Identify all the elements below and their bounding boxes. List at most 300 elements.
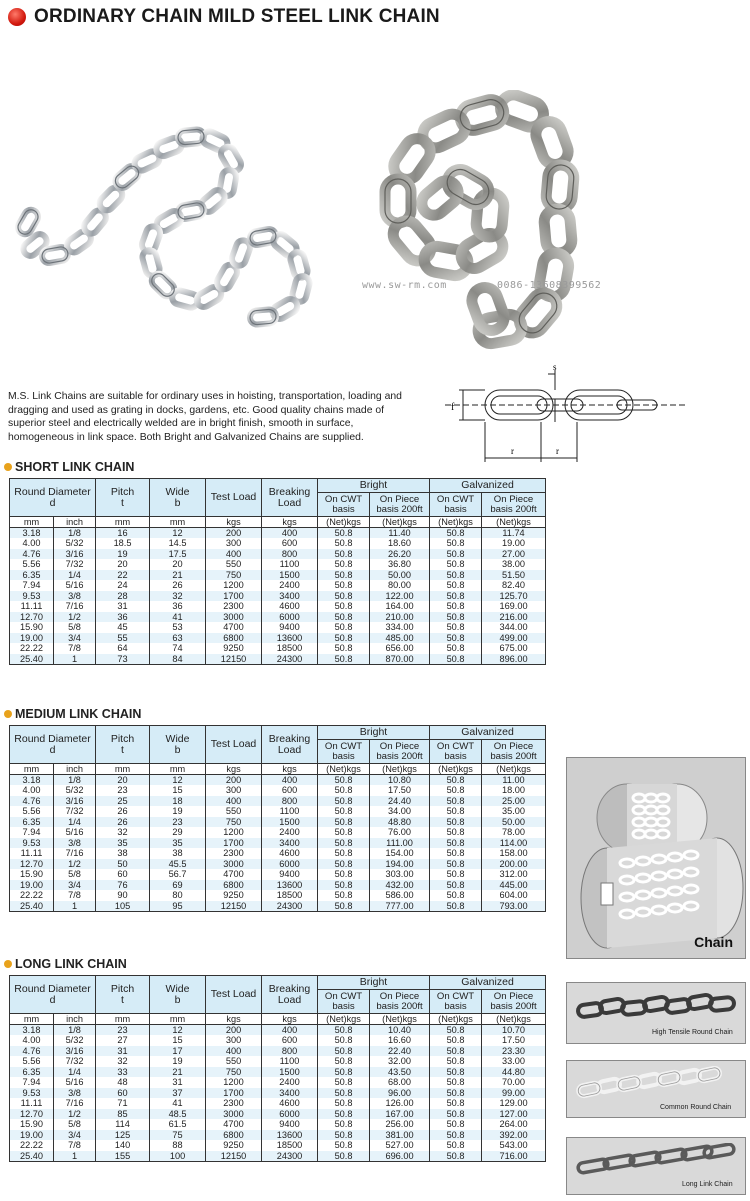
table-cell: 24300 [262,1151,318,1162]
units-row [10,1014,546,1025]
table-row [10,1056,546,1067]
table-cell: 9.53 [10,838,54,849]
table-cell: 4700 [206,869,262,880]
table-cell: 3000 [206,859,262,870]
table-cell: 7/8 [54,643,96,654]
table-cell: 50.8 [318,838,370,849]
unit-cell: (Net)kgs [482,517,546,528]
table-cell: 50.8 [318,890,370,901]
table-cell: 1/4 [54,1067,96,1078]
table-cell: 11.74 [482,528,546,539]
table-row [10,848,546,859]
table-cell: 50.8 [318,775,370,786]
unit-cell: (Net)kgs [430,764,482,775]
table-cell: 61.5 [150,1119,206,1130]
table-cell: 41 [150,612,206,623]
table-cell: 10.40 [370,1025,430,1036]
table-cell: 45 [96,622,150,633]
table-cell: 1700 [206,838,262,849]
table-cell: 3/4 [54,880,96,891]
table-cell: 50.8 [430,570,482,581]
table-cell: 312.00 [482,869,546,880]
table-cell: 6.35 [10,1067,54,1078]
table-cell: 73 [96,654,150,665]
table-cell: 50.8 [430,1077,482,1088]
table-cell: 50 [96,859,150,870]
table-cell: 896.00 [482,654,546,665]
table-cell: 15 [150,1035,206,1046]
table-row [10,580,546,591]
table-cell: 4600 [262,601,318,612]
table-cell: 50.8 [430,559,482,570]
table-cell: 600 [262,1035,318,1046]
table-cell: 18 [150,796,206,807]
table-row [10,559,546,570]
table-cell: 21 [150,570,206,581]
table-cell: 800 [262,1046,318,1057]
table-cell: 4.76 [10,1046,54,1057]
table-row [10,1119,546,1130]
table-cell: 50.8 [430,775,482,786]
table-cell: 26 [150,580,206,591]
table-row [10,806,546,817]
unit-cell: (Net)kgs [318,764,370,775]
table-cell: 50.8 [318,1077,370,1088]
table-cell: 6800 [206,1130,262,1141]
table-cell: 18.60 [370,538,430,549]
table-cell: 24 [96,580,150,591]
table-cell: 38.00 [482,559,546,570]
table-cell: 125 [96,1130,150,1141]
table-cell: 20 [150,559,206,570]
table-cell: 3/8 [54,838,96,849]
table-row [10,1140,546,1151]
table-cell: 50.8 [430,869,482,880]
table-cell: 25.40 [10,901,54,912]
table-cell: 50.8 [430,1098,482,1109]
table-cell: 19 [150,806,206,817]
table-cell: 50.8 [430,848,482,859]
table-cell: 11.00 [482,775,546,786]
table-cell: 50.8 [318,848,370,859]
bullet-icon [4,960,12,968]
table-cell: 96.00 [370,1088,430,1099]
table-cell: 9400 [262,622,318,633]
table-cell: 10.80 [370,775,430,786]
diagram-label-f: f [451,402,455,413]
table-row [10,796,546,807]
table-cell: 60 [96,869,150,880]
table-cell: 1/2 [54,612,96,623]
galvanized-chain-photo [360,90,600,360]
col-pitch: Pitch t [96,726,150,764]
table-cell: 3400 [262,1088,318,1099]
unit-cell: kgs [262,764,318,775]
col-breaking-load: Breaking Load [262,479,318,517]
table-cell: 1/2 [54,859,96,870]
table-cell: 2400 [262,1077,318,1088]
unit-cell: mm [150,764,206,775]
table-cell: 90 [96,890,150,901]
table-cell: 45.5 [150,859,206,870]
table-cell: 43.50 [370,1067,430,1078]
table-cell: 7/16 [54,848,96,859]
table-cell: 12150 [206,1151,262,1162]
table-cell: 50.8 [430,622,482,633]
table-cell: 6.35 [10,570,54,581]
table-cell: 69 [150,880,206,891]
table-cell: 2300 [206,1098,262,1109]
table-cell: 12150 [206,901,262,912]
table-cell: 50.8 [430,1130,482,1141]
table-cell: 50.8 [430,1151,482,1162]
high-tensile-caption: High Tensile Round Chain [652,1029,733,1036]
table-cell: 22.22 [10,1140,54,1151]
table-cell: 750 [206,1067,262,1078]
table-row [10,775,546,786]
table-cell: 2300 [206,601,262,612]
bullet-icon [4,463,12,471]
table-cell: 51.50 [482,570,546,581]
table-cell: 675.00 [482,643,546,654]
unit-cell: mm [10,764,54,775]
table-cell: 50.8 [318,880,370,891]
table-cell: 95 [150,901,206,912]
table-cell: 1100 [262,806,318,817]
col-bright-cwt: On CWT basis [318,740,370,764]
table-cell: 392.00 [482,1130,546,1141]
table-row [10,859,546,870]
table-cell: 125.70 [482,591,546,602]
table-cell: 432.00 [370,880,430,891]
watermark-site: www.sw-rm.com [362,280,447,291]
unit-cell: (Net)kgs [482,764,546,775]
table-cell: 99.00 [482,1088,546,1099]
page-title: ORDINARY CHAIN MILD STEEL LINK CHAIN [34,6,440,27]
table-cell: 35.00 [482,806,546,817]
table-cell: 400 [262,775,318,786]
table-cell: 50.8 [318,1098,370,1109]
table-cell: 11.11 [10,601,54,612]
table-cell: 33 [96,1067,150,1078]
table-cell: 50.8 [430,1140,482,1151]
table-cell: 5/8 [54,1119,96,1130]
table-cell: 85 [96,1109,150,1120]
table-cell: 36 [150,601,206,612]
table-cell: 122.00 [370,591,430,602]
col-pitch: Pitch t [96,479,150,517]
table-cell: 1100 [262,1056,318,1067]
table-row [10,570,546,581]
table-row [10,1130,546,1141]
table-cell: 50.8 [318,1056,370,1067]
red-dot-icon [8,8,26,26]
unit-cell: (Net)kgs [370,517,430,528]
table-cell: 4.76 [10,796,54,807]
table-cell: 1500 [262,817,318,828]
table-cell: 10.70 [482,1025,546,1036]
table-cell: 50.8 [318,559,370,570]
high-tensile-chain-graphic [574,990,738,1026]
col-galv-cwt: On CWT basis [430,740,482,764]
table-cell: 750 [206,570,262,581]
table-cell: 15.90 [10,1119,54,1130]
table-cell: 216.00 [482,612,546,623]
table-cell: 7/32 [54,806,96,817]
table-cell: 716.00 [482,1151,546,1162]
col-round-diameter: Round Diameter d [10,479,96,517]
table-cell: 50.8 [430,538,482,549]
table-cell: 13600 [262,880,318,891]
table-cell: 696.00 [370,1151,430,1162]
table-cell: 1 [54,1151,96,1162]
col-breaking-load: Breaking Load [262,726,318,764]
table-cell: 3/8 [54,591,96,602]
col-group-bright: Bright [318,976,430,990]
table-cell: 7/16 [54,601,96,612]
unit-cell: (Net)kgs [370,764,430,775]
table-cell: 55 [96,633,150,644]
table-cell: 50.00 [370,570,430,581]
table-row [10,654,546,665]
table-cell: 50.8 [318,1088,370,1099]
table-cell: 400 [262,528,318,539]
table-cell: 1500 [262,1067,318,1078]
table-cell: 29 [150,827,206,838]
table-cell: 50.8 [430,612,482,623]
table-cell: 50.8 [318,1109,370,1120]
table-cell: 303.00 [370,869,430,880]
units-row [10,764,546,775]
col-bright-piece: On Piece basis 200ft [370,990,430,1014]
col-test-load: Test Load [206,976,262,1014]
table-cell: 50.8 [430,806,482,817]
table-cell: 50.8 [430,633,482,644]
table-row [10,890,546,901]
table-cell: 18500 [262,643,318,654]
diagram-label-s: s [553,362,557,372]
col-wide: Wide b [150,976,206,1014]
table-cell: 11.40 [370,528,430,539]
table-cell: 25.40 [10,654,54,665]
unit-cell: mm [10,1014,54,1025]
table-cell: 3000 [206,1109,262,1120]
col-round-diameter: Round Diameter d [10,976,96,1014]
table-cell: 28 [96,591,150,602]
table-row [10,1151,546,1162]
diagram-label-r1: r [511,446,514,456]
table-cell: 70.00 [482,1077,546,1088]
table-cell: 50.8 [318,859,370,870]
table-cell: 334.00 [370,622,430,633]
table-cell: 1/2 [54,1109,96,1120]
table-cell: 4700 [206,1119,262,1130]
table-cell: 5/32 [54,1035,96,1046]
table-cell: 167.00 [370,1109,430,1120]
table-cell: 50.8 [430,1025,482,1036]
table-cell: 17.50 [370,785,430,796]
unit-cell: (Net)kgs [430,517,482,528]
table-row [10,827,546,838]
table-cell: 164.00 [370,601,430,612]
table-cell: 50.8 [430,528,482,539]
table-row [10,633,546,644]
table-cell: 84 [150,654,206,665]
table-cell: 18.5 [96,538,150,549]
table-cell: 169.00 [482,601,546,612]
table-cell: 200.00 [482,859,546,870]
table-cell: 1 [54,654,96,665]
table-cell: 5/32 [54,785,96,796]
table-cell: 19.00 [10,880,54,891]
table-cell: 126.00 [370,1098,430,1109]
col-round-diameter: Round Diameter d [10,726,96,764]
table-cell: 50.8 [318,580,370,591]
table-cell: 4.00 [10,1035,54,1046]
table-cell: 48.80 [370,817,430,828]
table-cell: 3.18 [10,775,54,786]
unit-cell: mm [150,517,206,528]
table-row [10,601,546,612]
table-cell: 194.00 [370,859,430,870]
table-cell: 445.00 [482,880,546,891]
table-cell: 22 [96,570,150,581]
table-cell: 158.00 [482,848,546,859]
table-row [10,901,546,912]
unit-cell: kgs [262,1014,318,1025]
table-cell: 50.8 [318,612,370,623]
chain-spool-graphic [567,758,745,958]
table-cell: 7/8 [54,890,96,901]
table-cell: 31 [96,1046,150,1057]
page-header [8,6,440,28]
unit-cell: kgs [262,517,318,528]
table-cell: 50.8 [318,1130,370,1141]
table-cell: 200 [206,528,262,539]
table-cell: 7.94 [10,580,54,591]
col-bright-cwt: On CWT basis [318,493,370,517]
table-row [10,612,546,623]
table-cell: 50.8 [430,601,482,612]
table-cell: 50.8 [430,901,482,912]
table-row [10,880,546,891]
table-cell: 4.00 [10,538,54,549]
table-cell: 50.8 [430,880,482,891]
table-cell: 800 [262,549,318,560]
table-cell: 3/16 [54,549,96,560]
unit-cell: (Net)kgs [318,517,370,528]
table-cell: 3.18 [10,528,54,539]
table-cell: 9250 [206,1140,262,1151]
table-row [10,1109,546,1120]
table-cell: 5/8 [54,869,96,880]
table-cell: 3/4 [54,633,96,644]
table-cell: 1200 [206,1077,262,1088]
table-cell: 88 [150,1140,206,1151]
table-cell: 26 [96,817,150,828]
table-cell: 31 [96,601,150,612]
table-cell: 7.94 [10,1077,54,1088]
table-cell: 36 [96,612,150,623]
unit-cell: mm [96,764,150,775]
link-dimension-diagram [445,362,690,467]
table-cell: 1 [54,901,96,912]
long-link-chain-graphic [574,1143,738,1177]
table-cell: 71 [96,1098,150,1109]
table-cell: 80 [150,890,206,901]
table-cell: 19.00 [482,538,546,549]
table-cell: 12 [150,528,206,539]
unit-cell: (Net)kgs [318,1014,370,1025]
col-group-galvanized: Galvanized [430,479,546,493]
table-cell: 23 [150,817,206,828]
table-cell: 24.40 [370,796,430,807]
table-cell: 9250 [206,643,262,654]
table-cell: 1200 [206,580,262,591]
table-cell: 13600 [262,1130,318,1141]
table-cell: 12 [150,1025,206,1036]
bullet-icon [4,710,12,718]
table-cell: 20 [96,559,150,570]
table-row [10,591,546,602]
table-cell: 1700 [206,591,262,602]
table-cell: 111.00 [370,838,430,849]
table-cell: 264.00 [482,1119,546,1130]
table-cell: 400 [206,796,262,807]
table-cell: 50.8 [430,549,482,560]
table-cell: 50.8 [318,806,370,817]
table-cell: 50.8 [318,1140,370,1151]
table-cell: 48.5 [150,1109,206,1120]
table-cell: 3400 [262,838,318,849]
table-cell: 50.8 [318,901,370,912]
table-cell: 9250 [206,890,262,901]
table-cell: 154.00 [370,848,430,859]
table-cell: 50.8 [318,591,370,602]
table-cell: 12150 [206,654,262,665]
table-cell: 499.00 [482,633,546,644]
table-cell: 50.8 [318,633,370,644]
table-cell: 25 [96,796,150,807]
table-cell: 1/4 [54,817,96,828]
table-cell: 22.22 [10,643,54,654]
table-cell: 23 [96,1025,150,1036]
table-cell: 82.40 [482,580,546,591]
table-cell: 1100 [262,559,318,570]
table-row [10,785,546,796]
chain-spool-image [566,757,746,959]
table-cell: 777.00 [370,901,430,912]
table-cell: 5.56 [10,559,54,570]
table-cell: 4.00 [10,785,54,796]
table-cell: 550 [206,806,262,817]
table-cell: 381.00 [370,1130,430,1141]
table-cell: 200 [206,1025,262,1036]
table-cell: 1700 [206,1088,262,1099]
table-cell: 11.11 [10,848,54,859]
table-row [10,1088,546,1099]
table-cell: 23 [96,785,150,796]
table-cell: 543.00 [482,1140,546,1151]
table-row [10,549,546,560]
table-cell: 19.00 [10,1130,54,1141]
table-cell: 400 [262,1025,318,1036]
table-cell: 7/32 [54,1056,96,1067]
bright-chain-photo [10,120,340,340]
table-cell: 550 [206,1056,262,1067]
table-cell: 75 [150,1130,206,1141]
table-cell: 35 [96,838,150,849]
